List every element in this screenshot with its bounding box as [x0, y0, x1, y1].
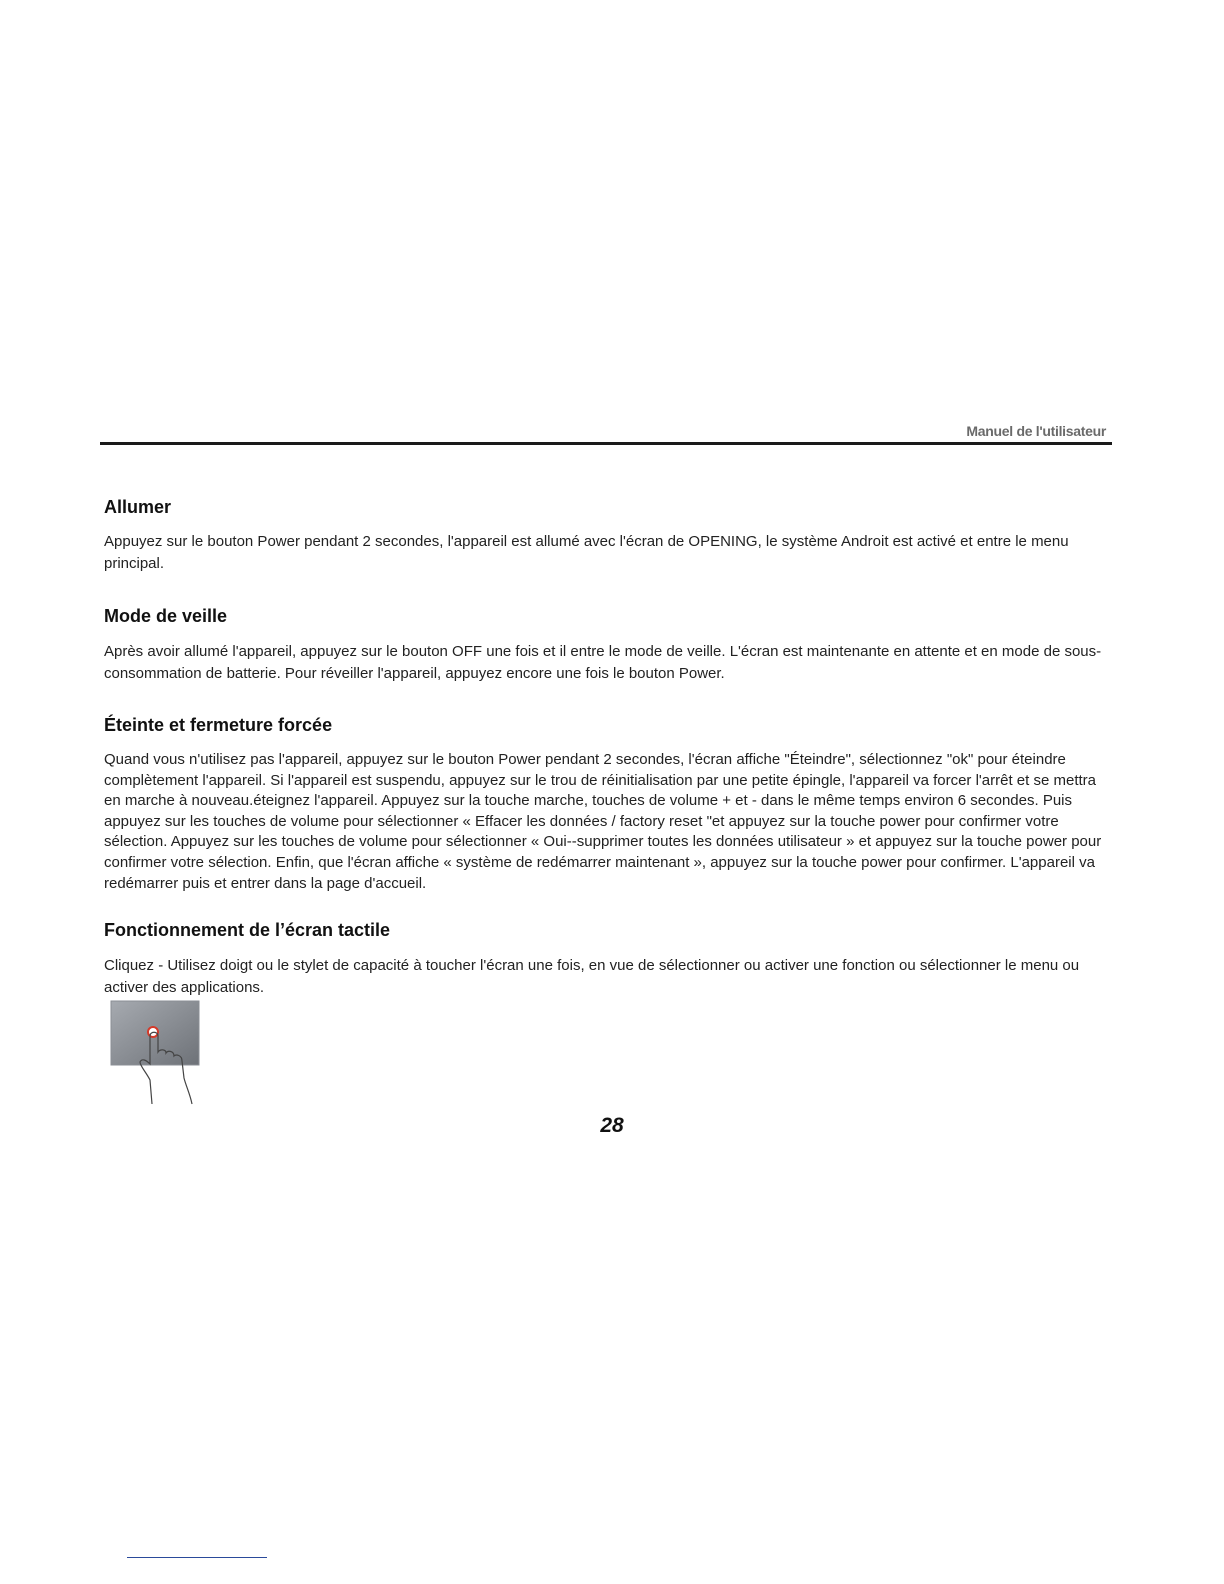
footnote-divider: [127, 1557, 267, 1558]
section-title-ecran-tactile: Fonctionnement de l’écran tactile: [104, 920, 391, 940]
section-title-eteinte: Éteinte et fermeture forcée: [104, 715, 333, 735]
page-number: 28: [600, 1114, 624, 1137]
section-title-allumer: Allumer: [104, 497, 172, 517]
running-header: Manuel de l'utilisateur: [966, 423, 1106, 439]
section-body-eteinte: Quand vous n'utilisez pas l'appareil, appuyez sur le bouton Power pendant 2 secondes, l'écran affiche "Éteindre", sélectionnez "ok" pour éteindre complètement l'appareil. Si l'appareil est suspendu, appuyez sur le trou de réinitialisation par une petite épingle, l'appareil va forcer l'arrêt et se mettra en marche à nouveau.éteignez l'appareil. Appuyez sur la touche marche, touches de volume + et - dans le même temps environ 6 secondes. Puis appuyez sur les touches de volume pour sélectionner « Effacer les données / factory reset "et appuyez sur la touche power pour confirmer votre sélection. Appuyez sur les touches de volume pour sélectionner « Oui--supprimer toutes les données utilisateur » et appuyez sur la touche power pour confirmer votre sélection. Enfin, que l'écran affiche « système de redémarrer maintenant », appuyez sur la touche power pour confirmer. L'appareil va redémarrer puis et entrer dans la page d'accueil.: [104, 751, 1102, 892]
section-title-mode-veille: Mode de veille: [104, 606, 228, 626]
section-body-mode-veille: Après avoir allumé l'appareil, appuyez sur le bouton OFF une fois et il entre le mode de veille. L'écran est maintenante en attente et en mode de sous-consommation de batterie. Pour réveiller l'appareil, appuyez encore une fois le bouton Power.: [104, 643, 1102, 682]
section-body-ecran-tactile: Cliquez - Utilisez doigt ou le stylet de capacité à toucher l'écran une fois, en vue de sélectionner ou activer une fonction ou sélectionner le menu ou activer des applications.: [104, 957, 1080, 996]
header-divider: [100, 442, 1112, 445]
section-body-allumer: Appuyez sur le bouton Power pendant 2 secondes, l'appareil est allumé avec l'écran de OPENING, le système Androit est activé et entre le menu principal.: [104, 533, 1069, 572]
finger-tap-icon: [110, 1000, 202, 1110]
